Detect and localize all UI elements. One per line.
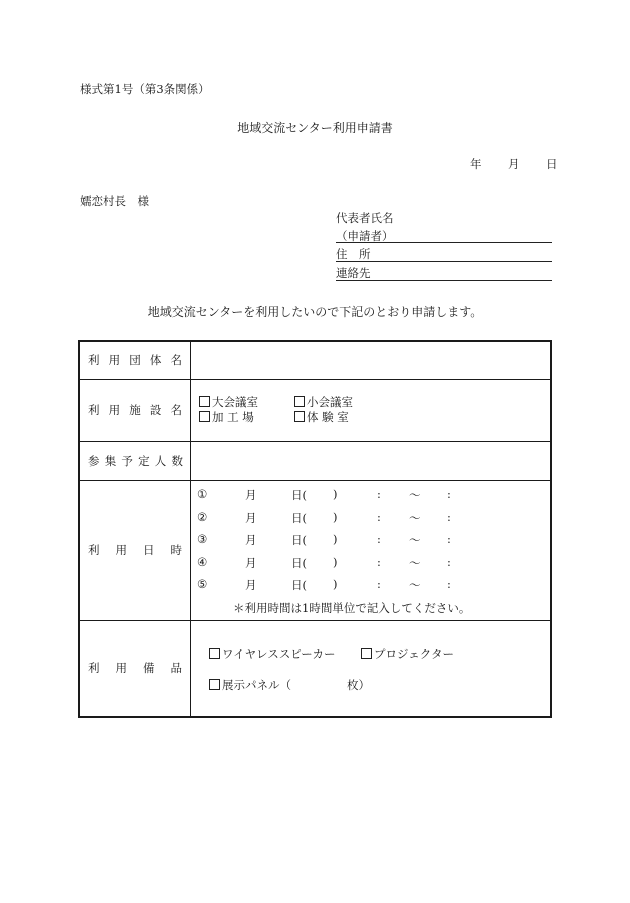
entry-colon: : [377,509,381,524]
group-name-label [79,341,191,379]
entry-number: ⑤ [197,576,208,591]
contact-field-label: 連絡先 [336,266,371,280]
label-char: 品 [170,661,182,675]
applicant-field-label: （申請者） [336,229,394,243]
attendees-row [79,441,551,480]
entry-colon: : [447,576,451,591]
entry-close: ) [333,486,338,501]
entry-day: 日( [291,555,307,570]
entry-day: 日( [291,577,307,592]
entry-tilde: ～ [409,532,421,547]
entry-month: 月 [245,577,257,592]
entry-colon: : [377,486,381,501]
equipment-row [79,620,551,717]
label-char: 定 [138,453,150,468]
option-label: 大会議室 [212,395,258,409]
entry-close: ) [333,531,338,546]
entry-month: 月 [245,487,257,502]
entry-day: 日( [291,510,307,525]
entry-number: ② [197,509,208,524]
option-label: 小会議室 [307,395,353,409]
equipment-option-speaker[interactable] [209,646,336,662]
date-year-label: 年 [470,157,482,171]
label-char: 利 [88,353,100,368]
group-name-input[interactable] [191,341,552,379]
checkbox-icon[interactable] [209,648,220,659]
entry-number: ① [197,486,208,501]
checkbox-icon[interactable] [294,411,305,422]
option-label: 展示パネル（ [222,677,291,692]
label-char: 設 [149,403,162,417]
address-field[interactable] [336,247,552,262]
date-entry[interactable] [197,510,477,526]
date-month-label: 月 [508,157,520,171]
date-day-label: 日 [546,157,558,171]
label-char: 集 [104,453,117,468]
attendees-label [79,441,191,480]
label-char: 名 [170,403,182,417]
facility-label [79,379,191,441]
equipment-option-panel[interactable] [209,677,370,693]
entry-close: ) [333,509,338,524]
date-entry[interactable] [197,577,477,593]
label-char: 団 [129,353,141,368]
entry-number: ③ [197,531,208,546]
entry-number: ④ [197,554,208,569]
dates-row [79,480,551,620]
entry-colon: : [447,509,451,524]
checkbox-icon[interactable] [209,679,220,690]
document-title: 地域交流センター利用申請書 [237,121,393,135]
entry-close: ) [333,554,338,569]
entry-tilde: ～ [409,487,421,502]
entry-month: 月 [245,532,257,547]
equipment-label [79,620,191,717]
entry-close: ) [333,576,338,591]
date-entry[interactable] [197,532,477,548]
label-char: 参 [88,453,100,468]
label-char: 備 [143,661,155,675]
time-note: ＊利用時間は1時間単位で記入してください。 [233,600,471,615]
entry-colon: : [447,531,451,546]
checkbox-icon[interactable] [199,396,210,407]
equipment-options [191,620,552,717]
label-char: 利 [88,543,100,557]
addressee: 嬬恋村長 様 [80,194,149,208]
entry-tilde: ～ [409,577,421,592]
label-char: 用 [115,661,127,675]
facility-option-small-room[interactable] [294,395,389,410]
option-label: 体 験 室 [307,410,349,424]
contact-field[interactable] [336,266,552,281]
entry-colon: : [447,554,451,569]
label-char: 用 [115,543,127,557]
entry-month: 月 [245,510,257,525]
entry-colon: : [377,576,381,591]
checkbox-icon[interactable] [199,411,210,422]
label-char: 予 [121,453,133,468]
label-char: 体 [149,353,162,368]
label-char: 用 [108,353,121,368]
checkbox-icon[interactable] [361,648,372,659]
entry-tilde: ～ [409,510,421,525]
label-char: 人 [154,453,167,468]
applicant-field[interactable] [336,229,552,243]
equipment-option-projector[interactable] [361,646,454,662]
application-table [78,340,552,718]
option-label: ワイヤレススピーカー [222,646,336,661]
entry-day: 日( [291,487,307,502]
label-char: 用 [108,403,121,417]
checkbox-icon[interactable] [294,396,305,407]
dates-entries [191,480,552,620]
label-char: 数 [171,453,183,468]
entry-month: 月 [245,555,257,570]
date-entry[interactable] [197,555,477,571]
option-label: 加 工 場 [212,410,254,424]
facility-row [79,379,551,441]
option-suffix: 枚） [347,677,370,692]
entry-colon: : [377,554,381,569]
label-char: 時 [170,543,182,557]
facility-option-processing-room[interactable] [199,410,294,425]
facility-option-experience-room[interactable] [294,410,389,425]
entry-tilde: ～ [409,555,421,570]
entry-colon: : [447,486,451,501]
entry-day: 日( [291,532,307,547]
option-label: プロジェクター [374,646,455,661]
label-char: 名 [170,353,182,368]
attendees-input[interactable] [191,441,552,480]
label-char: 利 [88,403,100,417]
facility-option-large-room[interactable] [199,395,294,410]
dates-label [79,480,191,620]
date-line [470,156,558,172]
label-char: 施 [129,403,141,417]
applicant-heading: 代表者氏名 [336,211,394,225]
label-char: 利 [88,661,100,675]
date-entry[interactable] [197,487,477,503]
address-field-label: 住 所 [336,247,371,261]
label-char: 日 [143,543,155,557]
intro-text: 地域交流センターを利用したいので下記のとおり申請します。 [147,305,483,319]
facility-options [191,379,552,441]
form-number: 様式第1号（第3条関係） [80,82,210,96]
group-name-row [79,341,551,379]
entry-colon: : [377,531,381,546]
